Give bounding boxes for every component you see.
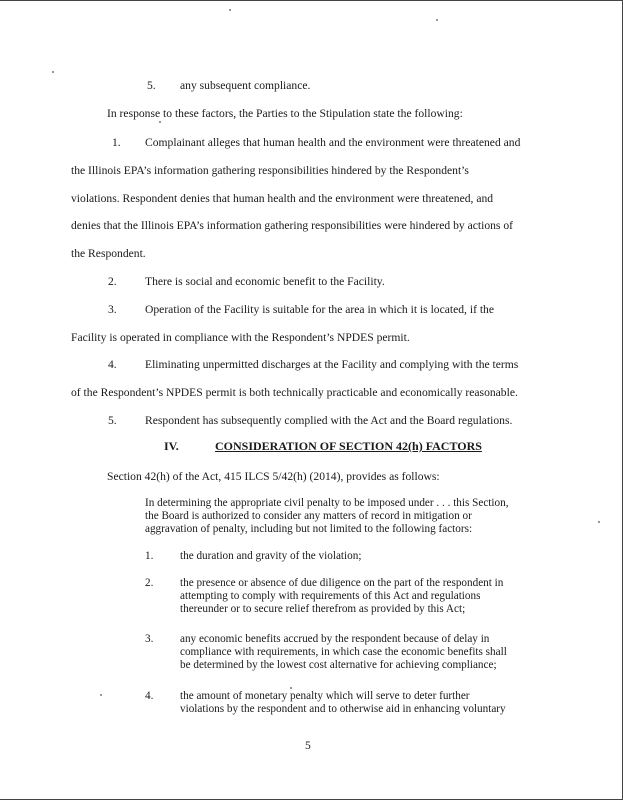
quote-item-2-line-2: attempting to comply with requirements of this Act and regulations xyxy=(180,590,481,602)
paragraph-2-number: 2. xyxy=(108,275,117,288)
quote-line-1: In determining the appropriate civil penalty to be imposed under . . . this Section, xyxy=(145,497,509,509)
paragraph-2-line-1: There is social and economic benefit to the Facility. xyxy=(145,275,385,288)
scan-speck xyxy=(52,71,54,73)
quote-line-2: the Board is authorized to consider any matters of record in mitigation or xyxy=(145,510,472,522)
paragraph-5-line-1: Respondent has subsequently complied with the Act and the Board regulations. xyxy=(145,414,513,427)
item-5-text: any subsequent compliance. xyxy=(180,79,311,92)
paragraph-3-line-2: Facility is operated in compliance with the Respondent’s NPDES permit. xyxy=(71,331,410,344)
paragraph-1-line-5: the Respondent. xyxy=(71,247,146,260)
scan-speck xyxy=(100,694,102,696)
paragraph-1-line-2: the Illinois EPA’s information gathering responsibilities hindered by the Respondent’s xyxy=(71,164,469,177)
scan-speck xyxy=(159,121,161,123)
section-heading-title xyxy=(215,439,482,453)
scan-speck xyxy=(290,687,292,689)
paragraph-5-number: 5. xyxy=(108,414,117,427)
paragraph-3-line-1: Operation of the Facility is suitable for the area in which it is located, if the xyxy=(145,303,494,316)
paragraph-1-line-3: violations. Respondent denies that human health and the environment were threatened, and xyxy=(71,192,494,205)
paragraph-4-number: 4. xyxy=(108,358,117,371)
quote-item-4-number: 4. xyxy=(145,690,154,702)
quote-line-3: aggravation of penalty, including but not limited to the following factors: xyxy=(145,523,473,535)
scan-speck xyxy=(229,9,231,11)
item-5-number: 5. xyxy=(147,79,156,92)
scan-speck xyxy=(436,19,438,21)
quote-item-3-line-1: any economic benefits accrued by the respondent because of delay in xyxy=(180,633,490,645)
paragraph-1-line-4: denies that the Illinois EPA’s information gathering responsibilities were hindered by actions of xyxy=(71,219,513,232)
quote-item-2-line-3: thereunder or to secure relief therefrom as provided by this Act; xyxy=(180,603,466,615)
section-intro: Section 42(h) of the Act, 415 ILCS 5/42(h) (2014), provides as follows: xyxy=(107,470,440,483)
page-number: 5 xyxy=(305,739,311,752)
paragraph-1-number: 1. xyxy=(112,136,121,149)
quote-item-4-line-2: violations by the respondent and to otherwise aid in enhancing voluntary xyxy=(180,703,506,715)
quote-item-2-number: 2. xyxy=(145,577,154,589)
quote-item-3-number: 3. xyxy=(145,633,154,645)
scan-speck xyxy=(598,521,600,523)
quote-item-2-line-1: the presence or absence of due diligence on the part of the respondent in xyxy=(180,577,504,589)
paragraph-4-line-2: of the Respondent’s NPDES permit is both technically practicable and economically reasonable. xyxy=(71,386,518,399)
quote-item-4-line-1: the amount of monetary penalty which will serve to deter further xyxy=(180,690,470,702)
section-heading-title-text: CONSIDERATION OF SECTION 42(h) FACTORS xyxy=(215,439,482,453)
paragraph-1-line-1: Complainant alleges that human health and the environment were threatened and xyxy=(145,136,521,149)
quote-item-3-line-2: compliance with requirements, in which case the economic benefits shall xyxy=(180,646,507,658)
quote-item-3-line-3: be determined by the lowest cost alternative for achieving compliance; xyxy=(180,659,497,671)
paragraph-4-line-1: Eliminating unpermitted discharges at the Facility and complying with the terms xyxy=(145,358,519,371)
intro-line: In response to these factors, the Parties to the Stipulation state the following: xyxy=(107,107,463,120)
paragraph-3-number: 3. xyxy=(108,303,117,316)
quote-item-1-number: 1. xyxy=(145,550,154,562)
quote-item-1-line-1: the duration and gravity of the violation; xyxy=(180,550,362,562)
section-heading-numeral: IV. xyxy=(164,439,179,453)
